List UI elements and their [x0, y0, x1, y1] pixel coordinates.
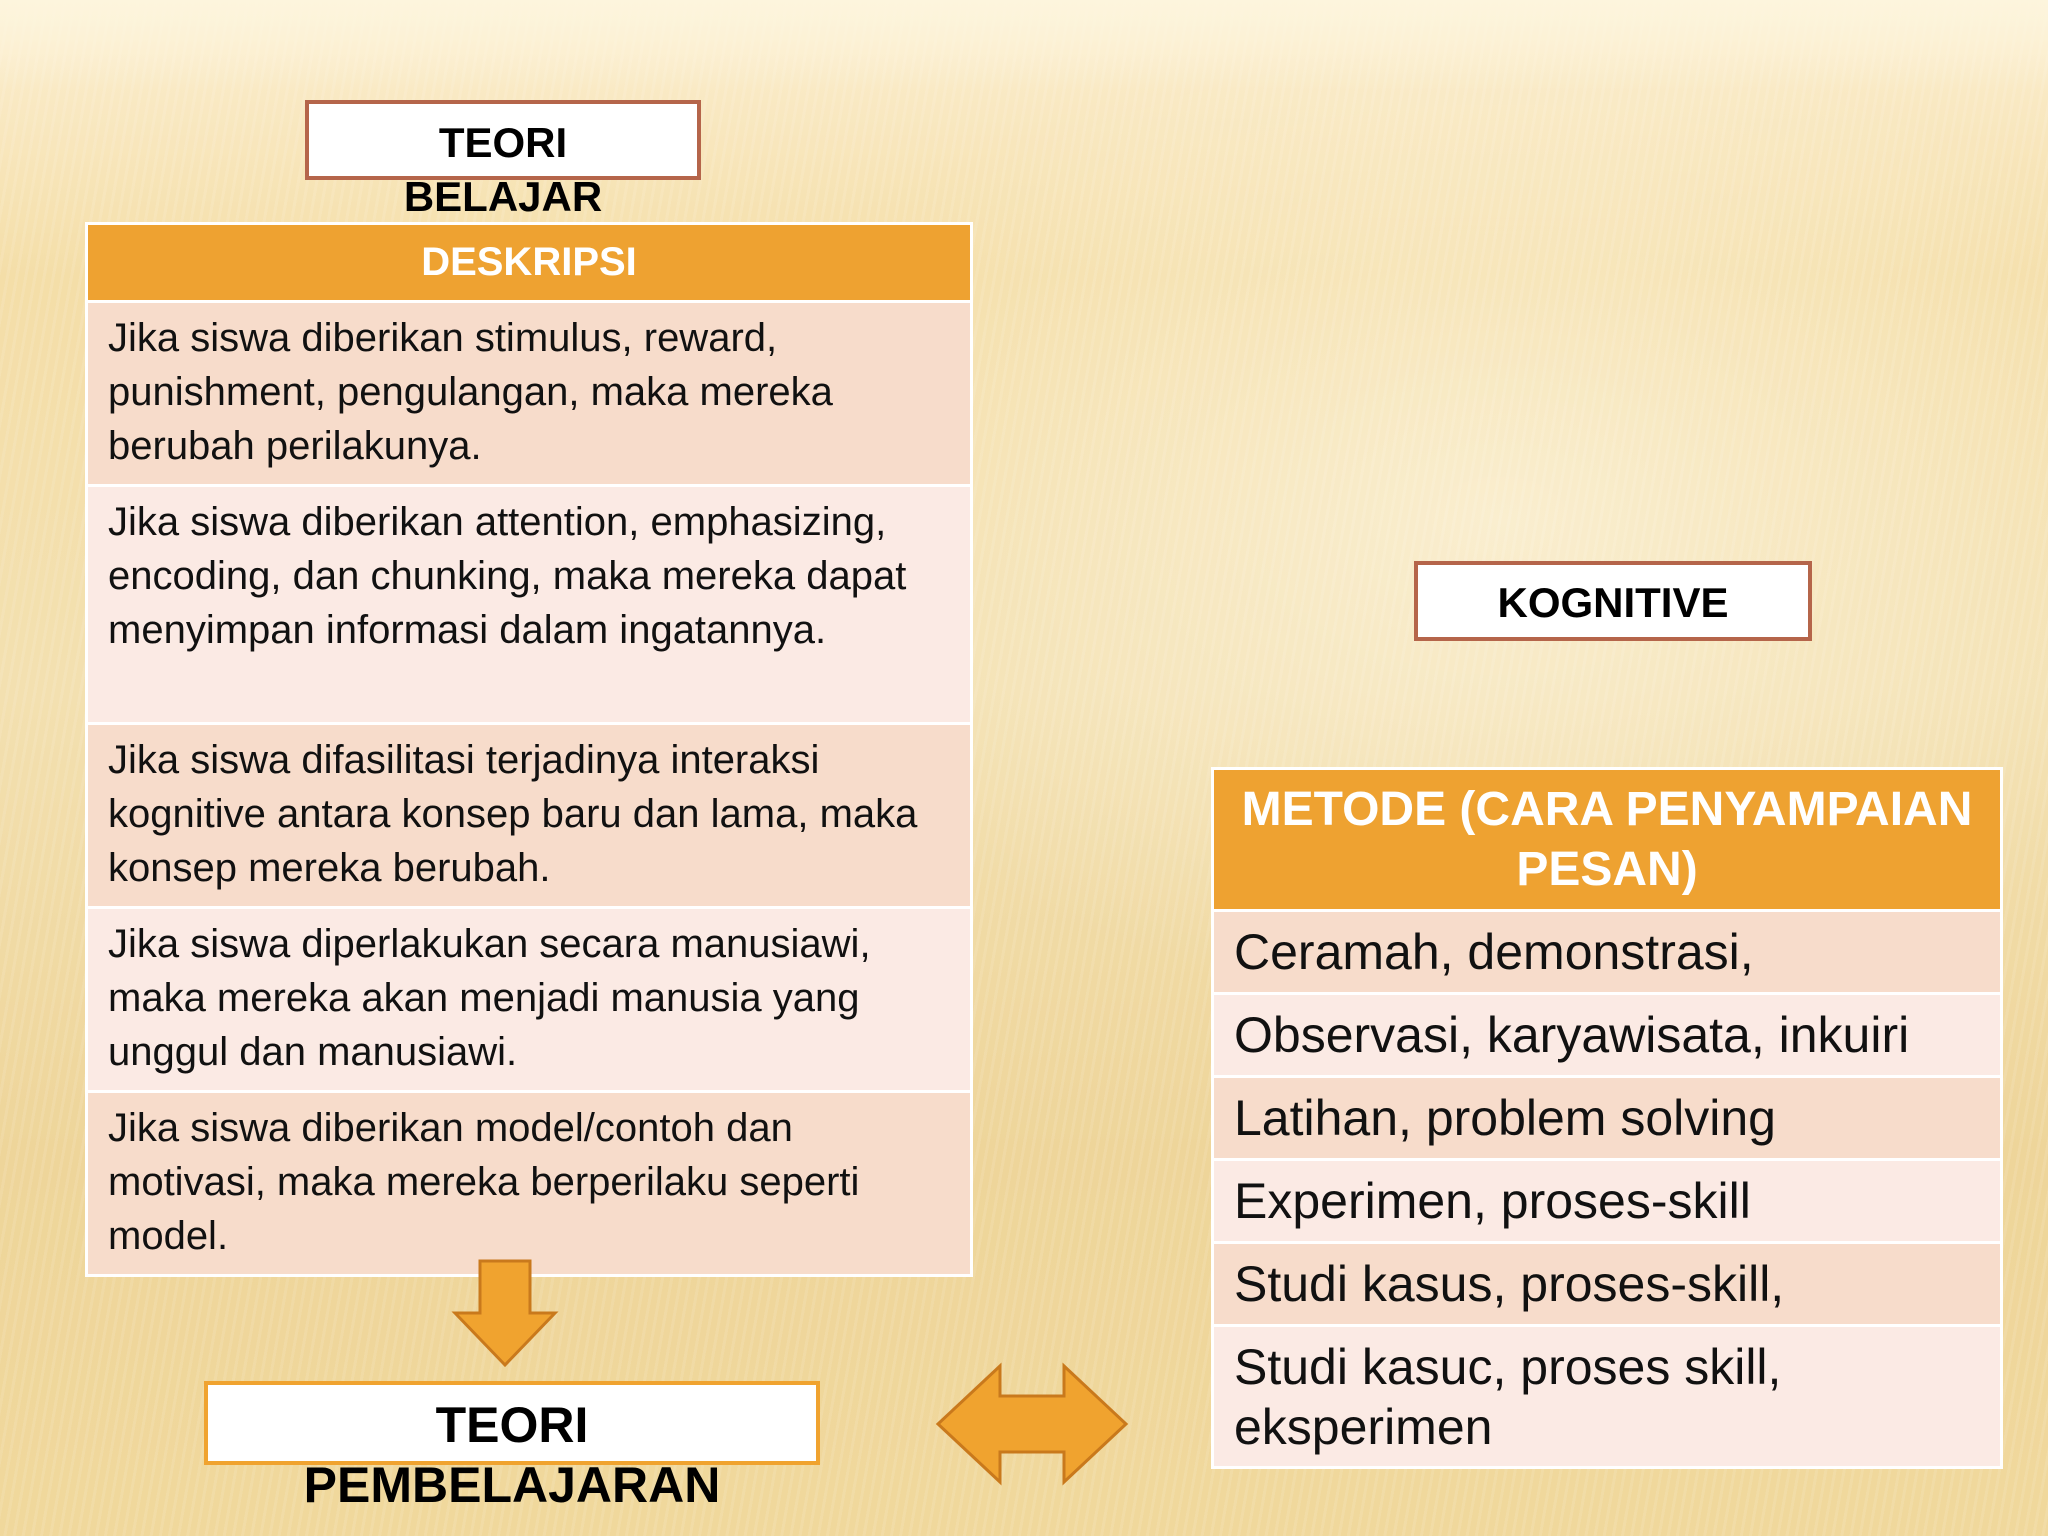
- metode-row: Studi kasus, proses-skill,: [1213, 1243, 2002, 1326]
- top-band: [0, 0, 2048, 90]
- metode-row: Ceramah, demonstrasi,: [1213, 911, 2002, 994]
- metode-row: Studi kasuc, proses skill, eksperimen: [1213, 1326, 2002, 1468]
- metode-row: Latihan, problem solving: [1213, 1077, 2002, 1160]
- metode-row: Experimen, proses-skill: [1213, 1160, 2002, 1243]
- metode-table: [1211, 767, 2003, 1469]
- deskripsi-header: DESKRIPSI: [87, 224, 972, 302]
- kognitive-label: KOGNITIVE: [1497, 579, 1729, 626]
- deskripsi-row: Jika siswa diberikan attention, emphasizing, encoding, dan chunking, maka mereka dapat menyimpan informasi dalam ingatannya.: [87, 486, 972, 724]
- deskripsi-row: Jika siswa diperlakukan secara manusiawi, maka mereka akan menjadi manusia yang unggul dan manusiawi.: [87, 908, 972, 1092]
- down-arrow-icon: [450, 1258, 560, 1370]
- metode-row: Observasi, karyawisata, inkuiri: [1213, 994, 2002, 1077]
- deskripsi-row: Jika siswa difasilitasi terjadinya interaksi kognitive antara konsep baru dan lama, maka konsep mereka berubah.: [87, 724, 972, 908]
- teori-pembelajaran-label: TEORI PEMBELAJARAN: [303, 1397, 721, 1513]
- left-right-arrow-icon: [934, 1362, 1130, 1486]
- teori-belajar-label: TEORI BELAJAR: [403, 119, 603, 220]
- deskripsi-table: [85, 222, 973, 1277]
- deskripsi-row: Jika siswa diberikan model/contoh dan motivasi, maka mereka berperilaku seperti model.: [87, 1092, 972, 1276]
- metode-header: METODE (CARA PENYAMPAIAN PESAN): [1213, 769, 2002, 911]
- deskripsi-row: Jika siswa diberikan stimulus, reward, punishment, pengulangan, maka mereka berubah perilakunya.: [87, 302, 972, 486]
